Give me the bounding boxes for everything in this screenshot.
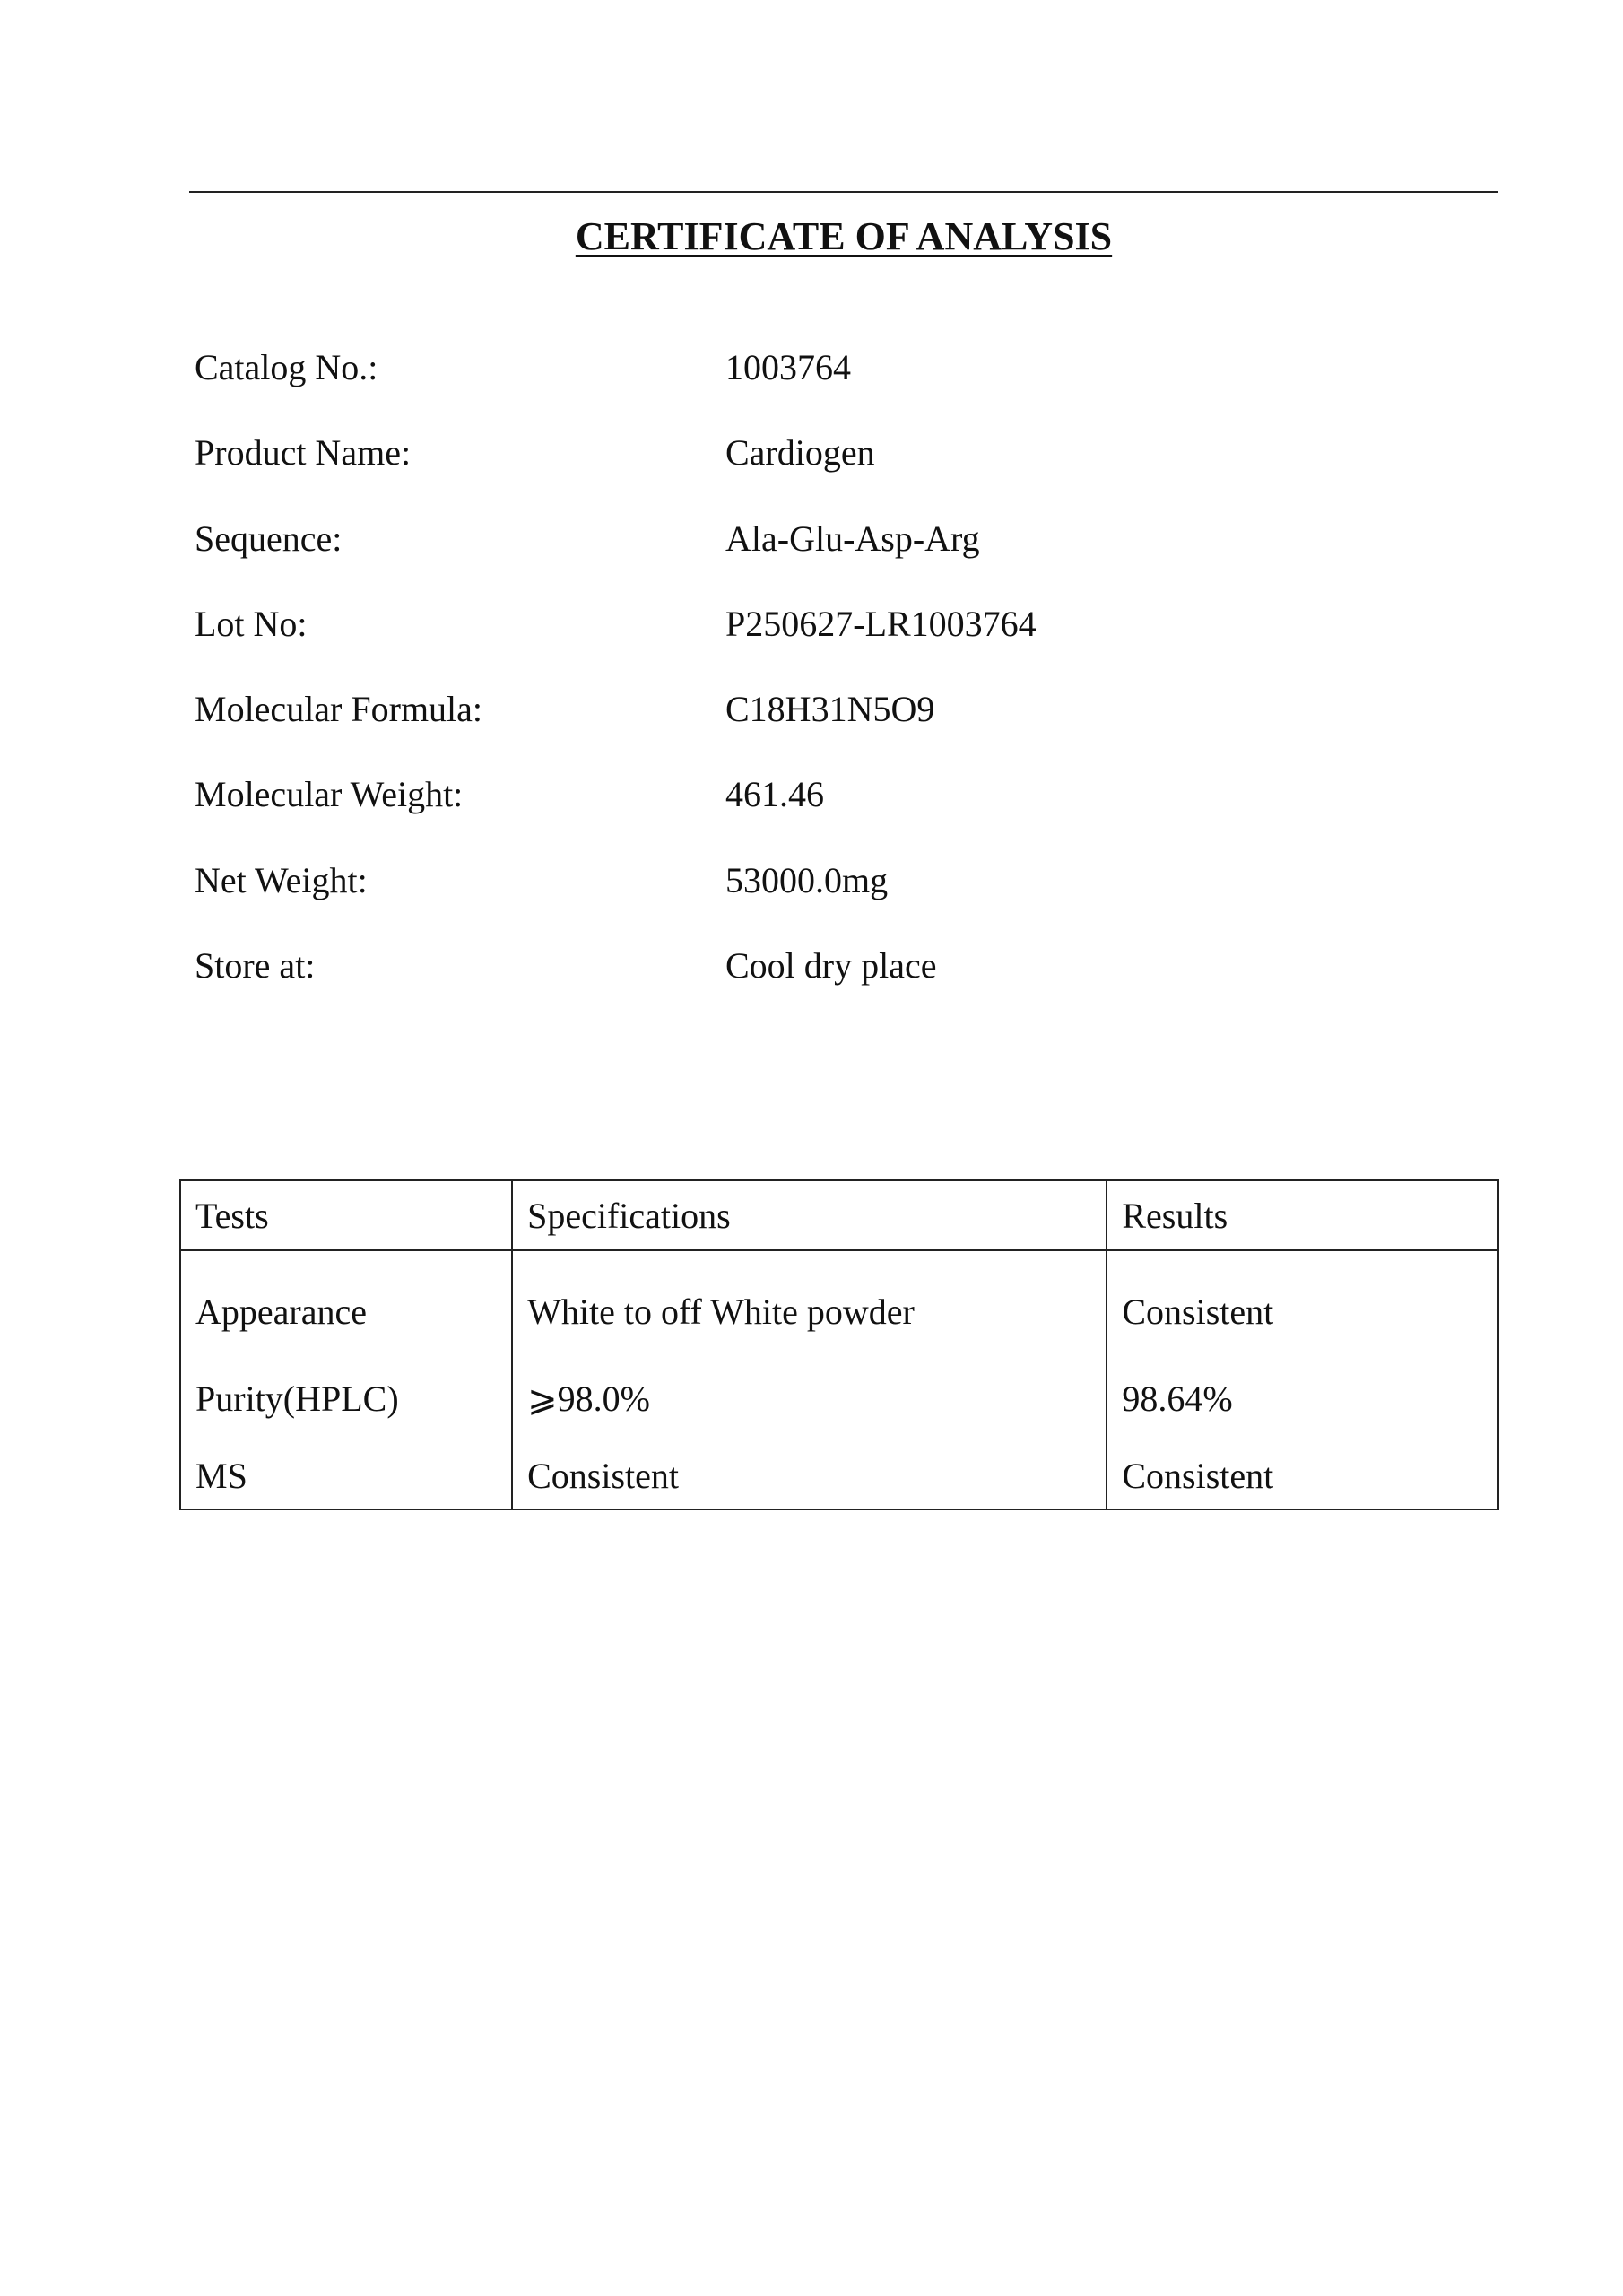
table-row (180, 1250, 1498, 1361)
info-value: Cool dry place (725, 945, 937, 987)
info-value: C18H31N5O9 (725, 689, 935, 730)
info-label: Molecular Weight: (195, 774, 464, 815)
info-label: Sequence: (195, 517, 343, 559)
info-label: Store at: (195, 945, 316, 987)
info-label: Product Name: (195, 432, 412, 474)
table-row (180, 1361, 1498, 1437)
info-value: 461.46 (725, 774, 824, 815)
table-cell: MS (180, 1437, 512, 1509)
column-header-tests: Tests (180, 1180, 512, 1250)
column-header-specifications: Specifications (512, 1180, 1107, 1250)
info-label: Molecular Formula: (195, 689, 483, 730)
info-value: 53000.0mg (725, 859, 889, 900)
info-value: Ala-Glu-Asp-Arg (725, 517, 980, 559)
info-row-molecular-weight (195, 768, 1360, 853)
column-header-results: Results (1107, 1180, 1498, 1250)
info-row-net-weight (195, 854, 1360, 939)
table-cell: Consistent (1107, 1250, 1498, 1361)
product-info-list (195, 341, 1360, 1024)
info-value: P250627-LR1003764 (725, 603, 1037, 644)
top-divider (189, 191, 1498, 193)
info-value: 1003764 (725, 347, 851, 387)
table-cell: ⩾98.0% (512, 1361, 1107, 1437)
table-cell: Appearance (180, 1250, 512, 1361)
document-title: CERTIFICATE OF ANALYSIS (575, 214, 1113, 258)
info-row-molecular-formula (195, 683, 1360, 768)
table-cell: Purity(HPLC) (180, 1361, 512, 1437)
table-cell: 98.64% (1107, 1361, 1498, 1437)
info-label: Net Weight: (195, 859, 368, 900)
info-row-catalog-no (195, 341, 1360, 426)
info-label: Lot No: (195, 603, 308, 644)
table-header-row (180, 1180, 1498, 1250)
info-row-lot-no (195, 597, 1360, 683)
info-value: Cardiogen (725, 432, 875, 474)
info-row-store-at (195, 939, 1360, 1024)
table-cell: White to off White powder (512, 1250, 1107, 1361)
info-row-sequence (195, 512, 1360, 597)
table-cell: Consistent (512, 1437, 1107, 1509)
info-row-product-name (195, 426, 1360, 511)
table-row (180, 1437, 1498, 1509)
table-cell: Consistent (1107, 1437, 1498, 1509)
test-results-table (179, 1179, 1499, 1510)
info-label: Catalog No.: (195, 347, 378, 387)
